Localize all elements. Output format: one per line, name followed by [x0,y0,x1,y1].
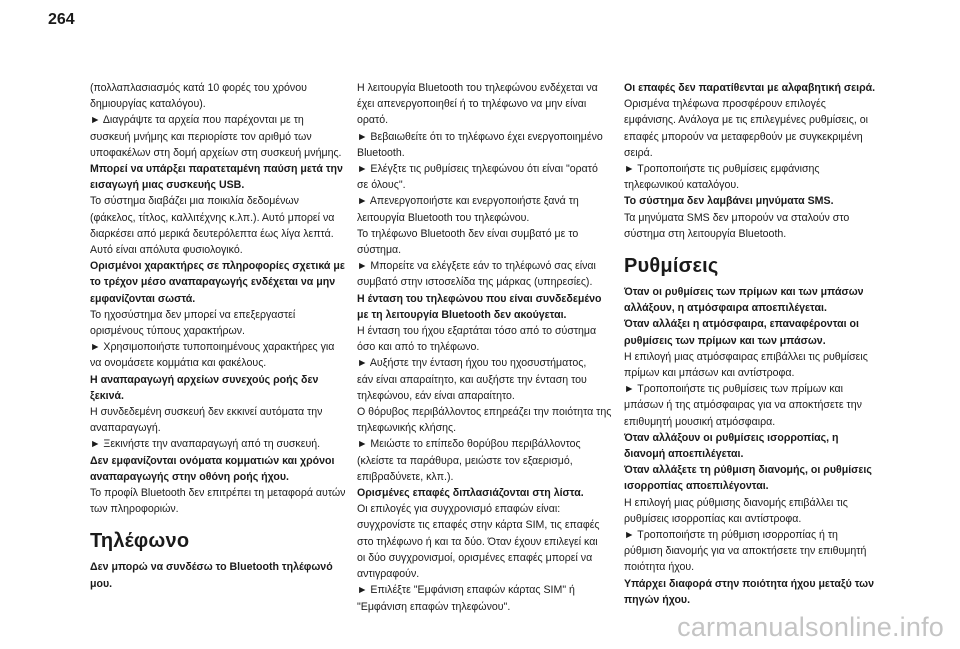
text-line: ► Τροποποιήστε τις ρυθμίσεις των πρίμων και [624,383,843,396]
text-line: εάν είναι απαραίτητο, και αυξήστε την ένταση του [357,373,587,386]
text-line: Όταν αλλάξουν οι ρυθμίσεις ισορροπίας, η [624,431,839,444]
text-line: (κλείστε τα παράθυρα, μειώστε τον εξαερισμό, [357,454,573,467]
text-line: ορισμένους τύπους χαρακτήρων. [90,325,246,338]
text-line: Αυτό είναι απόλυτα φυσιολογικό. [90,244,243,257]
text-line: λειτουργία Bluetooth του τηλεφώνου. [357,211,530,224]
text-line: Τα μηνύματα SMS δεν μπορούν να σταλούν στο [624,211,850,224]
text-line: Ορισμένοι χαρακτήρες σε πληροφορίες σχετικά με [90,260,345,273]
section-heading: Τηλέφωνο [90,530,190,553]
text-line: Όταν οι ρυθμίσεις των πρίμων και των μπάσων [624,286,864,299]
text-line: μπάσων ή της ατμόσφαιρας για να αποκτήσετε την [624,399,862,412]
text-line: ► Χρησιμοποιήστε τυποποιημένους χαρακτήρες για [90,341,335,354]
text-line: αναπαραγωγής στην οθόνη ροής ήχου. [90,470,289,483]
section-heading: Ρυθμίσεις [624,255,719,278]
text-line: πηγών ήχου. [624,593,691,606]
text-line: Η επιλογή μιας ρύθμισης διανομής επιβάλλει τις [624,496,848,509]
text-line: σε όλους". [357,179,406,192]
text-line: ξεκινά. [90,389,124,402]
text-line: Δεν μπορώ να συνδέσω το Bluetooth τηλέφωνό [90,561,333,574]
text-line: Η επιλογή μιας ατμόσφαιρας επιβάλλει τις ρυθμίσεις [624,350,868,363]
text-line: σύστημα. [357,244,402,257]
text-line: συσκευή μνήμης και περιορίστε τον αριθμό των [90,130,312,143]
text-line: συμβατό στην ιστοσελίδα της μάρκας (υπηρεσίες). [357,276,593,289]
text-line: διανομή αποεπιλέγεται. [624,448,744,461]
text-line: ► Βεβαιωθείτε ότι το τηλέφωνο έχει ενεργοποιημένο [357,130,603,143]
text-line: όσο και από το τηλέφωνο. [357,341,480,354]
text-line: Ορισμένα τηλέφωνα προσφέρουν επιλογές [624,98,826,111]
text-line: Η ένταση του ήχου εξαρτάται τόσο από το σύστημα [357,325,597,338]
text-column-3 [624,80,892,608]
text-line: να ονομάσετε κομμάτια και φακέλους. [90,357,267,370]
text-line: έχει απενεργοποιηθεί ή το τηλέφωνο να μην είναι [357,98,587,111]
text-line: ρυθμίσεις ισορροπίας και αντίστροφα. [624,512,802,525]
text-line: με τη λειτουργία Bluetooth δεν ακούγεται. [357,308,567,321]
text-line: αλλάξουν, η ατμόσφαιρα αποεπιλέγεται. [624,302,827,315]
text-line: Όταν αλλάξετε τη ρύθμιση διανομής, οι ρυθμίσεις [624,464,872,477]
text-line: Όταν αλλάξει η ατμόσφαιρα, επαναφέρονται οι [624,318,859,331]
text-line: ► Τροποποιήστε τη ρύθμιση ισορροπίας ή τη [624,529,838,542]
text-line: Οι επαφές δεν παρατίθενται με αλφαβητική σειρά. [624,82,876,94]
text-line: Το προφίλ Bluetooth δεν επιτρέπει τη μεταφορά αυτών [90,487,346,500]
text-column-1 [90,80,358,592]
text-line: μου. [90,577,113,590]
text-line: Η αναπαραγωγή αρχείων συνεχούς ροής δεν [90,373,319,386]
text-line: Το ηχοσύστημα δεν μπορεί να επεξεργαστεί [90,308,296,321]
text-line: ισορροπίας αποεπιλέγονται. [624,480,769,493]
text-line: το τρέχον μέσο αναπαραγωγής ενδέχεται να μην [90,276,336,289]
text-line: υποφακέλων στη δομή αρχείων στη συσκευή μνήμης. [90,146,342,159]
text-line: ρυθμίσεις των πρίμων και των μπάσων. [624,334,826,347]
text-line: (πολλαπλασιασμός κατά 10 φορές του χρόνου [90,82,307,94]
text-line: σειρά. [624,146,653,159]
page-number: 264 [48,11,75,28]
text-line: πρίμων και μπάσων και αντίστροφα. [624,367,795,380]
text-line: εμφανίζονται σωστά. [90,292,196,305]
text-line: τηλεφωνικού καταλόγου. [624,179,740,192]
text-line: ποιότητα ήχου. [624,561,695,574]
text-line: ► Αυξήστε την ένταση ήχου του ηχοσυστήματος, [357,357,587,370]
text-line: Οι επιλογές για συγχρονισμό επαφών είναι: [357,503,561,516]
text-line: Υπάρχει διαφορά στην ποιότητα ήχου μεταξύ των [624,577,874,590]
text-line: εμφάνισης. Ανάλογα με τις επιλεγμένες ρυθμίσεις, οι [624,114,868,127]
text-line: ► Απενεργοποιήστε και ενεργοποιήστε ξανά τη [357,195,579,208]
text-line: Το σύστημα διαβάζει μια ποικιλία δεδομένων [90,195,299,208]
text-line: διαρκέσει από μερικά δευτερόλεπτα έως λίγα λεπτά. [90,227,334,240]
text-line: Η συνδεδεμένη συσκευή δεν εκκινεί αυτόματα την [90,406,323,419]
text-line: ορατό. [357,114,389,127]
watermark: carmanualsonline.info [677,612,944,642]
text-line: ► Τροποποιήστε τις ρυθμίσεις εμφάνισης [624,163,820,176]
text-line: εισαγωγή μιας συσκευής USB. [90,179,245,192]
text-line: σύστημα στη λειτουργία Bluetooth. [624,227,787,240]
text-line: ρύθμιση διανομής για να αποκτήσετε την επιθυμητή [624,545,867,558]
text-line: "Εμφάνιση επαφών τηλεφώνου". [357,600,511,613]
text-line: Το σύστημα δεν λαμβάνει μηνύματα SMS. [624,195,834,208]
text-line: Bluetooth. [357,146,405,159]
text-line: τηλεφώνου, εάν είναι απαραίτητο. [357,389,515,402]
text-line: συγχρονίστε τις επαφές στην κάρτα SIM, τις επαφές [357,519,600,532]
text-line: επιβραδύνετε, κλπ.). [357,470,454,483]
text-line: Το τηλέφωνο Bluetooth δεν είναι συμβατό με το [357,227,579,240]
text-line: αναπαραγωγή. [90,422,161,435]
text-line: τηλεφωνικής κλήσης. [357,422,457,435]
text-column-2 [357,80,625,615]
text-line: δημιουργίας καταλόγου). [90,98,206,111]
text-line: ► Μειώστε το επίπεδο θορύβου περιβάλλοντος [357,438,581,451]
text-line: Ορισμένες επαφές διπλασιάζονται στη λίστα. [357,487,584,500]
text-line: αντιγραφούν. [357,568,420,581]
text-line: Δεν εμφανίζονται ονόματα κομματιών και χρόνοι [90,454,335,467]
text-line: στο τηλέφωνο ή και τα δύο. Όταν έχουν επιλεγεί και [357,535,598,548]
text-line: επαφές μπορούν να μεταφερθούν με συγκεκριμένη [624,130,863,143]
text-line: ► Διαγράψτε τα αρχεία που παρέχονται με τη [90,114,304,127]
text-line: ► Μπορείτε να ελέγξετε εάν το τηλέφωνό σας είναι [357,260,596,273]
text-line: (φάκελος, τίτλος, καλλιτέχνης κ.λπ.). Αυτό μπορεί να [90,211,335,224]
text-line: Η ένταση του τηλεφώνου που είναι συνδεδεμένο [357,292,602,305]
text-line: ► Ελέγξτε τις ρυθμίσεις τηλεφώνου ότι είναι "ορατό [357,163,598,176]
text-line: των πληροφοριών. [90,503,179,516]
text-line: ► Επιλέξτε "Εμφάνιση επαφών κάρτας SIM" ή [357,584,575,597]
text-line: οι δύο συγχρονισμοί, ορισμένες επαφές μπορεί να [357,551,593,564]
text-line: ► Ξεκινήστε την αναπαραγωγή από τη συσκευή. [90,438,321,451]
text-line: επιθυμητή μουσική ατμόσφαιρα. [624,415,776,428]
text-line: Η λειτουργία Bluetooth του τηλεφώνου ενδέχεται να [357,82,598,94]
text-line: Μπορεί να υπάρξει παρατεταμένη παύση μετά την [90,163,343,176]
text-line: Ο θόρυβος περιβάλλοντος επηρεάζει την ποιότητα της [357,406,612,419]
